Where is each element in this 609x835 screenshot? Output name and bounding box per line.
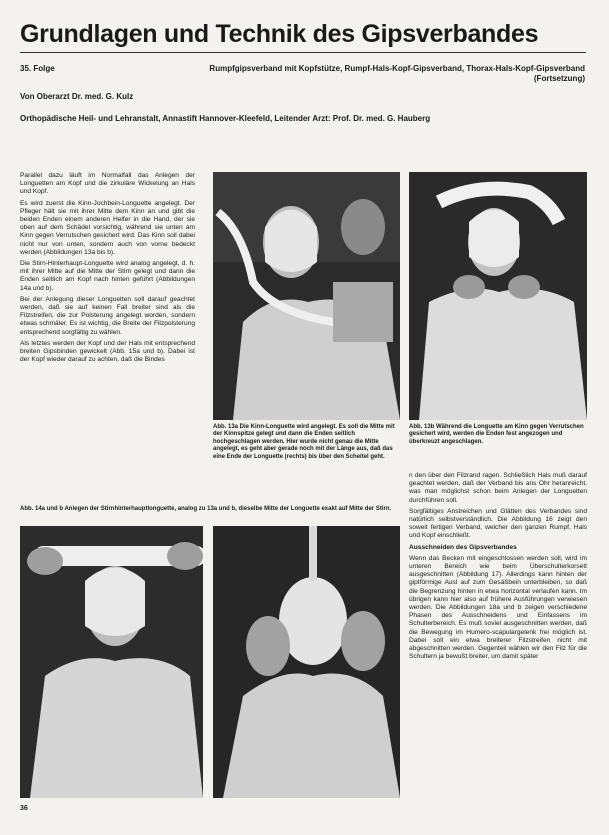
caption-13a: Abb. 13a Die Kinn-Longuette wird angelegt. Es soll die Mitte mit der Kinnspitze gelegt und dann die Enden seitlich hochgeschlagen werden. Hier wurde nicht genau die Mitte angelegt, es geht aber gerade noch mit der Länge aus, daß das eine Ende der Longuette (rechts) bis über den Scheitel geht.: [213, 424, 395, 460]
institution-line: Orthopädische Heil- und Lehranstalt, Annastift Hannover-Kleefeld, Leitender Arzt: Prof. Dr. med. G. Hauberg: [20, 114, 431, 123]
paragraph: Bei der Anlegung dieser Longuetten soll darauf geachtet werden, daß sie auf keinen Fall breiter sind als die Filzstreifen, die zur Polsterung angelegt worden, sondern etwas schmäler. Es ist wichtig, die Breite der Filzpolsterung entsprechend sorgfältig zu wählen.: [20, 295, 195, 336]
photo-13a: [213, 172, 400, 420]
title-rule: [20, 52, 586, 53]
author-line: Von Oberarzt Dr. med. G. Kulz: [20, 92, 134, 101]
text-column-left: [20, 172, 195, 502]
continuation-label: (Fortsetzung): [533, 74, 585, 83]
topic-line: Rumpfgipsverband mit Kopfstütze, Rumpf-Hals-Kopf-Gipsverband, Thorax-Hals-Kopf-Gipsverband: [209, 64, 585, 73]
paragraph: Als letztes werden der Kopf und der Hals mit entsprechend breiten Gipsbinden gewickelt (Abb. 15a und b). Dabei ist der Kopf wieder darauf zu achten, daß die Bindes: [20, 339, 195, 364]
photo-13b: [409, 172, 587, 420]
section-heading: Ausschneiden des Gipsverbandes: [409, 543, 517, 551]
photo-14a: [20, 526, 203, 798]
text-column-right: [409, 472, 587, 812]
paragraph: n den über den Filzrand ragen. Schließlich Hals muß darauf geachtet werden, daß der Verband bis ans Ohr heranreicht, was man möglichst schon beim Anlegen der Longuetten durchführen soll.: [409, 472, 587, 504]
paragraph: Es wird zuerst die Kinn-Jochbein-Longuette angelegt. Der Pfleger hält sie mit ihrer Mitte dem Kinn an und gibt die beiden Enden einem anderen Helfer in die Hand, der sie oben auf dem Schädel vorsichtig, während sie unten am Kinn gegen Verrutschen gesichert wird. Das Kinn soll dabei nicht nur von unten, sondern auch von vorne bedeckt werden (Abbildungen 13a bis b).: [20, 199, 195, 256]
caption-14: Abb. 14a und b Anlegen der Stirnhinterhauptlonguette, analog zu 13a und b, dieselbe Mitte der Longuette exakt auf Mitte der Stirn.: [20, 506, 392, 512]
paragraph: Wenn das Becken mit eingeschlossen werden soll, wird im unteren Bereich wie beim Überschulterkorsett ausgeschnitten (Abbildung 17). Allerdings kann hinten der giptförmige Ausl auf zum Gesäßbein unterbleiben, so daß die Begrenzung hinten in etwa horizontal verlaufen kann. Im übrigen kann hier also auf frühere Ausführungen verwiesen werden. Die Abbildungen 18a und b zeigen verschiedene Phasen des Ausschneidens und Einfassens im Schulterbereich. Es muß soviel ausgeschnitten werden, daß die Bewegung im Humero-scapulargelenk frei möglich ist. Dabei soll ein etwa breiterer Filzstreifen nicht mit abgeschnitten werden. Gegenteil wählen wir den Filz für die Schultern ja bewußt breiter, um damit später: [409, 554, 587, 661]
paragraph: Sorgfältiges Anstreichen und Glätten des Verbandes sind natürlich selbstverständlich. Die Abbildung 16 zeigt den soweit fertigen Verband, welcher den ganzen Rumpf, Hals und Kopf einschließt.: [409, 507, 587, 540]
paragraph: Parallel dazu läuft im Normalfall das Anlegen der Longuetten am Kopf und die zirkuläre Wickelung an Hals und Kopf.: [20, 172, 195, 196]
caption-13b: Abb. 13b Während die Longuette am Kinn gegen Verrutschen gesichert wird, werden die Enden fest angezogen und überkreuzt angeschlagen.: [409, 424, 584, 445]
photo-14b: [213, 526, 400, 798]
series-label: 35. Folge: [20, 64, 55, 73]
page-number: 36: [20, 805, 28, 812]
article-title: Grundlagen und Technik des Gipsverbandes: [20, 20, 539, 48]
paragraph: Die Stirn-Hinterhaupt-Longuette wird analog angelegt, d. h. mit ihrer Mitte auf die Mitte der Stirn gelegt und dann die Enden seitlich am Kopf nach hinten geführt (Abbildungen 14a und b).: [20, 260, 195, 292]
